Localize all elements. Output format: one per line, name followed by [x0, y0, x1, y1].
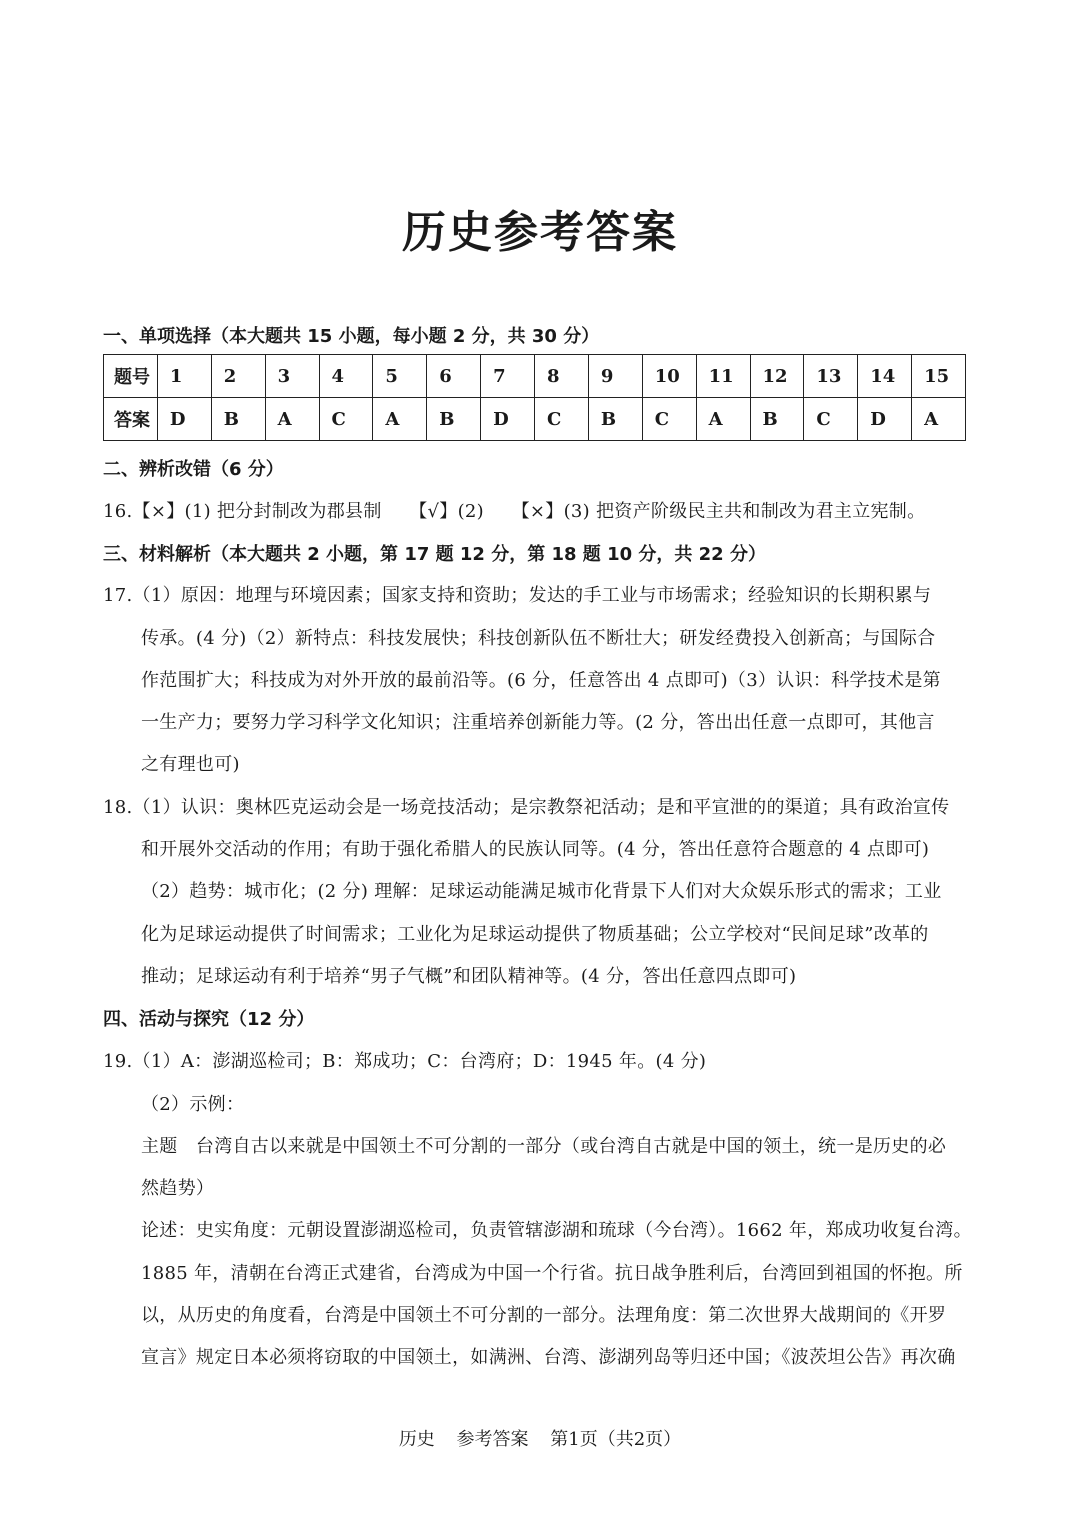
footer-doc: 参考答案: [456, 1429, 529, 1450]
answer-17-line: 一生产力；要努力学习科学文化知识；注重培养创新能力等。(2 分，答出出任意一点即可，其他言: [141, 712, 935, 733]
answer-cell: C: [804, 398, 858, 441]
answer-cell: A: [912, 398, 966, 441]
footer-page-number: 第1页（共2页）: [550, 1429, 682, 1450]
question-number-cell: 3: [265, 355, 319, 398]
answer-cell: D: [858, 398, 912, 441]
answer-cell: B: [588, 398, 642, 441]
question-number-cell: 11: [696, 355, 750, 398]
answer-cell: D: [157, 398, 211, 441]
footer-subject: 历史: [398, 1429, 435, 1450]
question-number-cell: 1: [157, 355, 211, 398]
question-number-cell: 15: [912, 355, 966, 398]
answer-18-line: （2）趋势：城市化；(2 分) 理解：足球运动能满足城市化背景下人们对大众娱乐形式的需求；工业: [141, 881, 942, 902]
answer-cell: A: [265, 398, 319, 441]
answer-17-line: 传承。(4 分)（2）新特点：科技发展快；科技创新队伍不断壮大；研发经费投入创新高；与国际合: [141, 628, 936, 649]
answer-cell: B: [427, 398, 481, 441]
answer-17-line: 之有理也可): [141, 754, 240, 775]
answer-cell: B: [750, 398, 804, 441]
answer-cell: C: [535, 398, 589, 441]
answer-cell: C: [642, 398, 696, 441]
answer-cell: D: [481, 398, 535, 441]
section1-heading: 一、单项选择（本大题共 15 小题，每小题 2 分，共 30 分）: [103, 326, 600, 347]
answer-19-line: 然趋势）: [141, 1178, 215, 1199]
section3-heading: 三、材料解析（本大题共 2 小题，第 17 题 12 分，第 18 题 10 分，共 22 分）: [103, 544, 766, 565]
question-number-cell: 9: [588, 355, 642, 398]
question-number-cell: 8: [535, 355, 589, 398]
page-title: 历史参考答案: [402, 207, 678, 258]
answer-16: 16.【×】(1) 把分封制改为郡县制 【√】(2) 【×】(3) 把资产阶级民主共和制改为君主立宪制。: [103, 501, 926, 522]
answer-18-line: 和开展外交活动的作用；有助于强化希腊人的民族认同等。(4 分，答出任意符合题意的 4 点即可): [141, 839, 930, 860]
section2-heading: 二、辨析改错（6 分）: [103, 459, 284, 480]
row-label-answer: 答案: [104, 398, 158, 441]
answer-18-line: 推动；足球运动有利于培养“男子气概”和团队精神等。(4 分，答出任意四点即可): [141, 966, 797, 987]
answer-cell: A: [696, 398, 750, 441]
answer-19-line: 以，从历史的角度看，台湾是中国领土不可分割的一部分。法理角度：第二次世界大战期间的《开罗: [141, 1305, 947, 1326]
question-number-cell: 2: [211, 355, 265, 398]
answer-19-line: 1885 年，清朝在台湾正式建省，台湾成为中国一个行省。抗日战争胜利后，台湾回到祖国的怀抱。所: [141, 1263, 963, 1284]
question-number-cell: 6: [427, 355, 481, 398]
question-number-cell: 12: [750, 355, 804, 398]
answer-19-line: 主题 台湾自古以来就是中国领土不可分割的一部分（或台湾自古就是中国的领土，统一是历史的必: [141, 1136, 947, 1157]
question-number-cell: 10: [642, 355, 696, 398]
answer-18-line: 化为足球运动提供了时间需求；工业化为足球运动提供了物质基础；公立学校对“民间足球”改革的: [141, 924, 929, 945]
question-number-cell: 7: [481, 355, 535, 398]
section4-heading: 四、活动与探究（12 分）: [103, 1009, 315, 1030]
question-number-cell: 14: [858, 355, 912, 398]
question-number-row: [104, 355, 966, 398]
answer-table: [103, 354, 966, 441]
answer-19-line: 论述：史实角度：元朝设置澎湖巡检司，负责管辖澎湖和琉球（今台湾）。1662 年，郑成功收复台湾。: [141, 1220, 972, 1241]
page-footer: [0, 1425, 1080, 1451]
question-number-cell: 4: [319, 355, 373, 398]
answer-cell: A: [373, 398, 427, 441]
answer-17-line: 作范围扩大；科技成为对外开放的最前沿等。(6 分，任意答出 4 点即可)（3）认识：科学技术是第: [141, 670, 941, 691]
question-number-cell: 13: [804, 355, 858, 398]
row-label-question: 题号: [104, 355, 158, 398]
answer-19-line: 19.（1）A：澎湖巡检司；B：郑成功；C：台湾府；D：1945 年。(4 分): [103, 1051, 707, 1072]
answer-cell: B: [211, 398, 265, 441]
answer-cell: C: [319, 398, 373, 441]
answer-19-line: 宣言》规定日本必须将窃取的中国领土，如满洲、台湾、澎湖列岛等归还中国；《波茨坦公告》再次确: [141, 1347, 956, 1368]
answer-row: [104, 398, 966, 441]
answer-18-line: 18.（1）认识：奥林匹克运动会是一场竞技活动；是宗教祭祀活动；是和平宣泄的的渠道；具有政治宣传: [103, 797, 950, 818]
question-number-cell: 5: [373, 355, 427, 398]
answer-19-line: （2）示例：: [141, 1094, 245, 1115]
answer-17-line: 17.（1）原因：地理与环境因素；国家支持和资助；发达的手工业与市场需求；经验知识的长期积累与: [103, 585, 932, 606]
